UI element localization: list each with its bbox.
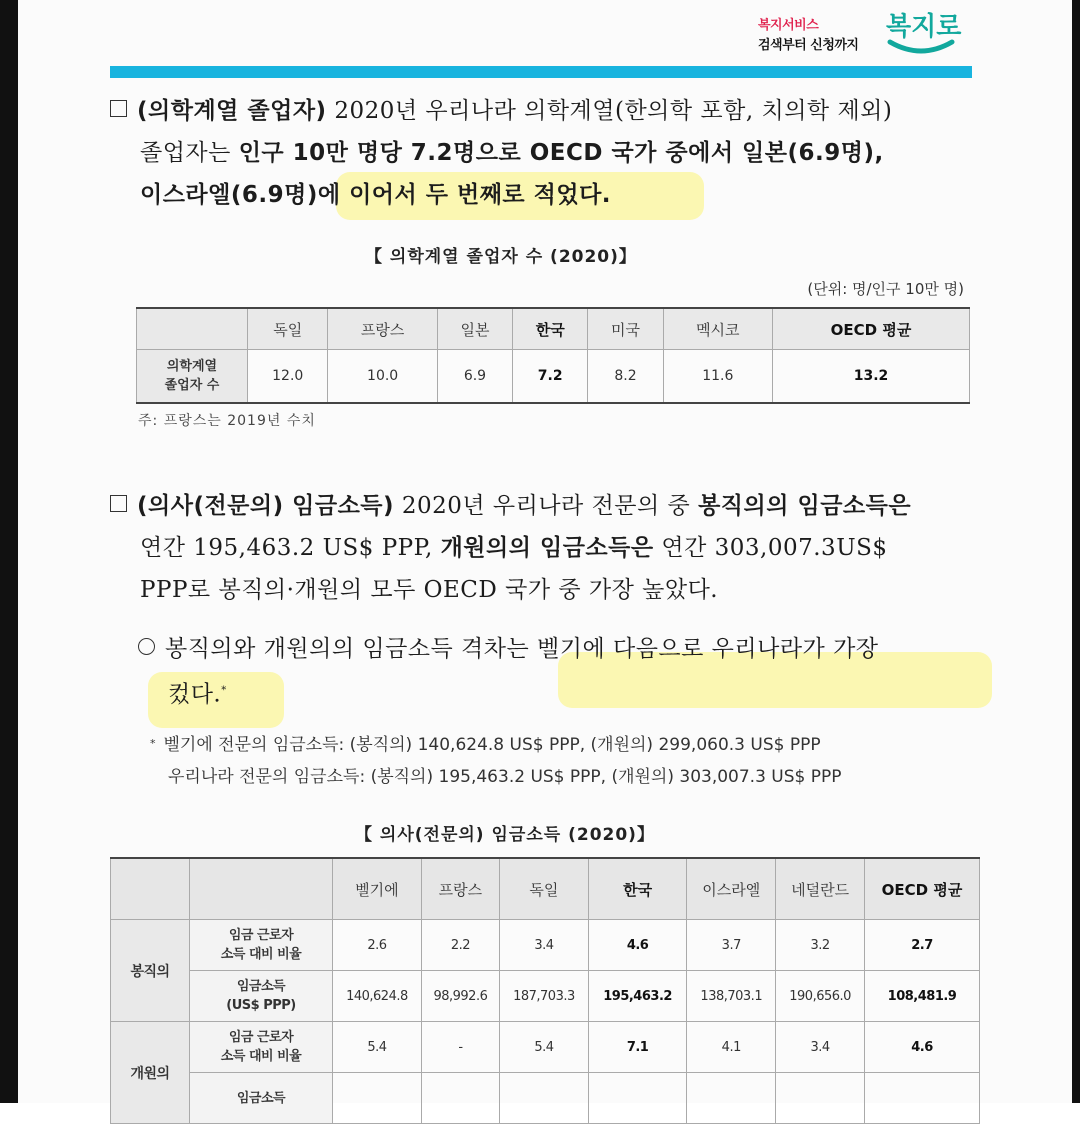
table-cell: 108,481.9	[865, 971, 980, 1022]
table-cell: 4.6	[588, 920, 687, 971]
row-label-line: 임금 근로자	[228, 928, 294, 943]
table2-caption: 【 의사(전문의) 임금소득 (2020)】	[355, 825, 655, 845]
table-cell: 8.2	[588, 350, 663, 404]
table-cell: 98,992.6	[421, 971, 499, 1022]
row-label-line: 임금소득	[236, 1090, 286, 1106]
table-header-row	[137, 308, 970, 350]
checkbox-bullet-icon	[110, 100, 127, 117]
table-cell: 12.0	[248, 350, 328, 404]
table-cell: 2.6	[333, 920, 422, 971]
table-header-cell: 독일	[248, 308, 328, 350]
table-row	[111, 1073, 980, 1124]
table-cell: 3.7	[687, 920, 776, 971]
row-label-line: 소득 대비 비율	[220, 1049, 302, 1064]
circle-bullet-icon	[138, 638, 155, 655]
table1-note: 주: 프랑스는 2019년 수치	[138, 413, 316, 429]
table-cell: 5.4	[333, 1022, 422, 1073]
footnote-line: 우리나라 전문의 임금소득: (봉직의) 195,463.2 US$ PPP, (개원의) 303,007.3 US$ PPP	[168, 767, 842, 787]
table-cell	[588, 1073, 687, 1124]
medical-graduates-table	[136, 307, 970, 404]
table1-unit: (단위: 명/인구 10만 명)	[807, 280, 964, 298]
para-emphasis: 이스라엘(6.9명)에 이어서 두 번째로 적었다.	[140, 182, 612, 208]
table-header-cell: 네덜란드	[776, 858, 865, 920]
table-cell	[687, 1073, 776, 1124]
table-header-cell: 프랑스	[328, 308, 437, 350]
table-cell	[333, 1073, 422, 1124]
table-header-cell: OECD 평균	[773, 308, 970, 350]
table-cell: 138,703.1	[687, 971, 776, 1022]
logo-smile-icon	[886, 36, 956, 58]
table-cell: 13.2	[773, 350, 970, 404]
group-label: 개원의	[111, 1022, 190, 1124]
table-cell: 195,463.2	[588, 971, 687, 1022]
para-emphasis: 개원의의 임금소득은	[440, 535, 654, 561]
table-header-row	[111, 858, 980, 920]
table-cell: 5.4	[500, 1022, 589, 1073]
row-label-line: (US$ PPP)	[226, 998, 296, 1013]
row-label	[190, 971, 333, 1022]
table-cell: 3.4	[776, 1022, 865, 1073]
table-cell: 4.1	[687, 1022, 776, 1073]
table-cell	[421, 1073, 499, 1124]
para-text: PPP로 봉직의·개원의 모두 OECD 국가 중 가장 높았다.	[140, 577, 719, 603]
table-header-cell: 한국	[513, 308, 588, 350]
footnote-line: 벨기에 전문의 임금소득: (봉직의) 140,624.8 US$ PPP, (개원의) 299,060.3 US$ PPP	[163, 735, 821, 755]
row-label	[137, 350, 248, 404]
table-header-cell: 독일	[500, 858, 589, 920]
table-header-cell: 이스라엘	[687, 858, 776, 920]
footnote-marker: *	[221, 685, 227, 696]
table-header-cell: 일본	[437, 308, 512, 350]
table-header-cell: 프랑스	[421, 858, 499, 920]
table-cell: 10.0	[328, 350, 437, 404]
table-cell: 3.4	[500, 920, 589, 971]
table-header-cell: 벨기에	[333, 858, 422, 920]
row-label-line: 소득 대비 비율	[220, 947, 302, 962]
footnote-asterisk: *	[150, 737, 156, 750]
table-row	[137, 350, 970, 404]
table-header-cell: 한국	[588, 858, 687, 920]
logo-tagline-1: 복지서비스	[758, 18, 819, 33]
table-cell: 7.2	[513, 350, 588, 404]
row-label-line: 임금소득	[236, 979, 286, 994]
para-text: 졸업자는	[140, 140, 239, 166]
para-text: 연간 303,007.3US$	[653, 535, 888, 561]
table-cell	[865, 1073, 980, 1124]
logo-wordmark: 복지로	[886, 12, 962, 42]
row-label-line: 임금 근로자	[228, 1030, 294, 1045]
specialist-income-table	[110, 857, 980, 1124]
table-cell: 190,656.0	[776, 971, 865, 1022]
para-text: 2020년 우리나라 전문의 중	[394, 493, 699, 519]
bokjiro-logo	[758, 6, 978, 62]
table-row	[111, 920, 980, 971]
table-cell	[776, 1073, 865, 1124]
para-emphasis: 봉직의의 임금소득은	[698, 493, 912, 519]
row-label	[190, 1073, 333, 1124]
table-cell: 11.6	[663, 350, 772, 404]
sub-paragraph-income-gap	[138, 628, 998, 716]
document-page	[18, 0, 1072, 1106]
checkbox-bullet-icon	[110, 495, 127, 512]
group-label: 봉직의	[111, 920, 190, 1022]
table-cell: 4.6	[865, 1022, 980, 1073]
table-header-cell: 미국	[588, 308, 663, 350]
table-header-cell	[137, 308, 248, 350]
right-frame-border	[1072, 0, 1080, 1103]
logo-tagline-2: 검색부터 신청까지	[758, 38, 859, 53]
paragraph-medical-graduates	[110, 90, 980, 216]
paragraph-specialist-income	[110, 485, 980, 611]
table-cell: 6.9	[437, 350, 512, 404]
footnote	[150, 728, 842, 793]
para-heading: (의사(전문의) 임금소득)	[137, 493, 395, 519]
table-cell: 2.2	[421, 920, 499, 971]
row-label-line: 의학계열	[166, 359, 218, 374]
table-cell: 3.2	[776, 920, 865, 971]
table-header-cell	[111, 858, 190, 920]
table-row	[111, 1022, 980, 1073]
table-cell: 140,624.8	[333, 971, 422, 1022]
row-label	[190, 920, 333, 971]
para-text: 2020년 우리나라 의학계열(한의학 포함, 치의학 제외)	[326, 98, 893, 124]
para-heading: (의학계열 졸업자)	[137, 98, 327, 124]
row-label-line: 졸업자 수	[164, 378, 220, 393]
para-emphasis: 인구 10만 명당 7.2명으로 OECD 국가 중에서 일본(6.9명),	[238, 140, 884, 166]
table-cell: 2.7	[865, 920, 980, 971]
table-header-cell: OECD 평균	[865, 858, 980, 920]
table-header-cell: 멕시코	[663, 308, 772, 350]
table-cell: 187,703.3	[500, 971, 589, 1022]
sub-para-text: 컸다.	[168, 681, 222, 708]
table-cell: 7.1	[588, 1022, 687, 1073]
table-header-cell	[190, 858, 333, 920]
table-cell: -	[421, 1022, 499, 1073]
sub-para-text: 봉직의와 개원의의 임금소득 격차는 벨기에 다음으로 우리나라가 가장	[165, 636, 879, 662]
table-row	[111, 971, 980, 1022]
table1-caption: 【 의학계열 졸업자 수 (2020)】	[365, 247, 637, 267]
table-cell	[500, 1073, 589, 1124]
row-label	[190, 1022, 333, 1073]
left-frame-border	[0, 0, 18, 1103]
header-accent-bar	[110, 66, 972, 78]
para-text: 연간 195,463.2 US$ PPP,	[140, 535, 441, 561]
